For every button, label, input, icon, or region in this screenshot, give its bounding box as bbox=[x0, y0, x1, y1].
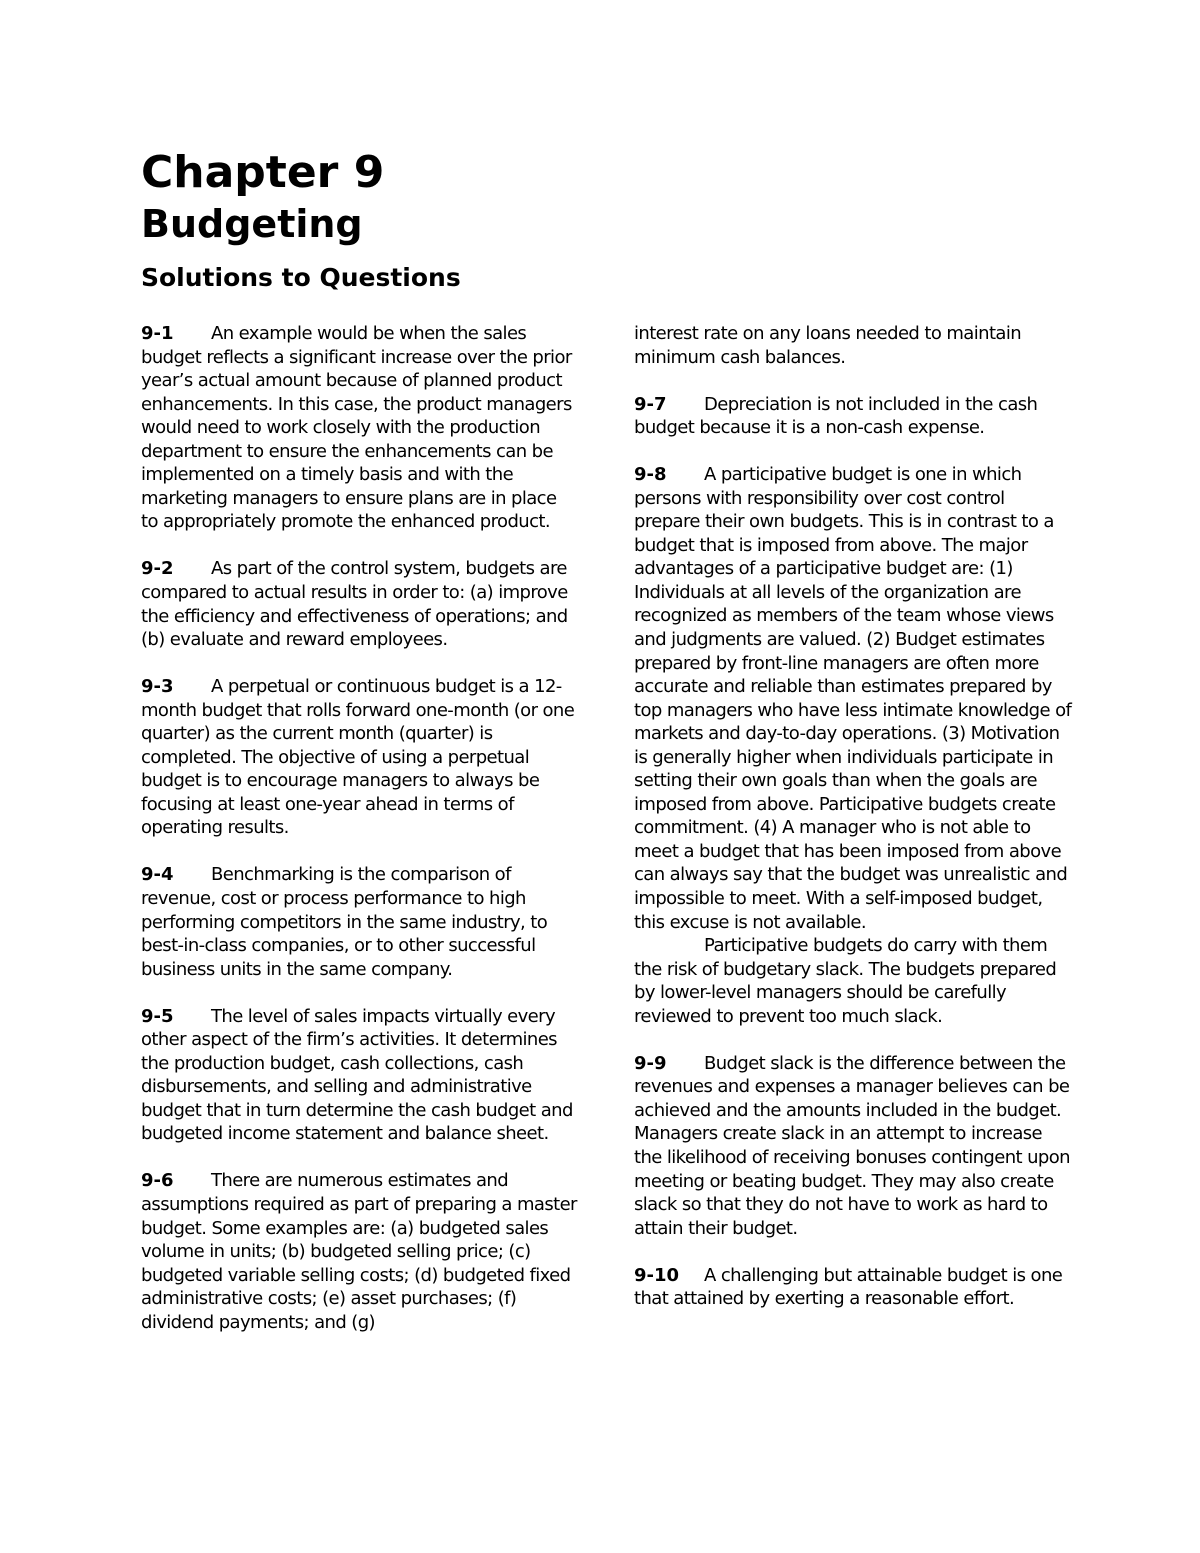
question-9-5 bbox=[141, 1005, 577, 1146]
question-text: A participative budget is one in which persons with responsibility over cost control prepare their own budgets. This is in contrast to a budget that is imposed from above. The major advantages of a participative budget are: (1) Individuals at all levels of the organization are recognized as members of the team whose views and judgments are valued. (2) Budget estimates prepared by front-line managers are often more accurate and reliable than estimates prepared by top managers who have less intimate knowledge of markets and day-to-day operations. (3) Motivation is generally higher when individuals participate in setting their own goals than when the goals are imposed from above. Participative budgets create commitment. (4) A manager who is not able to meet a budget that has been imposed from above can always say that the budget was unrealistic and impossible to meet. With a self-imposed budget, this excuse is not available. bbox=[634, 464, 1072, 933]
question-text: As part of the control system, budgets are compared to actual results in order to: (a) improve the efficiency and effectiveness of operations; and (b) evaluate and reward employees. bbox=[141, 558, 568, 651]
chapter-title: Chapter 9 bbox=[141, 147, 385, 198]
question-9-10 bbox=[634, 1264, 1074, 1311]
question-text: Budget slack is the difference between the revenues and expenses a manager believes can be achieved and the amounts included in the budget. Managers create slack in an attempt to increase the likelihood of receiving bonuses contingent upon meeting or beating budget. They may also create slack so that they do not have to work as hard to attain their budget. bbox=[634, 1052, 1070, 1239]
question-number: 9-1 bbox=[141, 323, 174, 344]
question-number: 9-3 bbox=[141, 676, 174, 698]
question-number: 9-5 bbox=[141, 1005, 174, 1027]
right-column bbox=[634, 322, 1074, 1311]
question-9-1 bbox=[141, 322, 577, 534]
question-9-7 bbox=[634, 393, 1074, 440]
question-9-6-continuation: interest rate on any loans needed to maintain minimum cash balances. bbox=[634, 323, 1022, 368]
question-number: 9-2 bbox=[141, 558, 174, 580]
question-text-second-paragraph: Participative budgets do carry with them the risk of budgetary slack. The budgets prepared by lower-level managers should be carefully reviewed to prevent too much slack. bbox=[634, 935, 1057, 1027]
question-9-2 bbox=[141, 557, 577, 651]
section-heading: Solutions to Questions bbox=[141, 263, 461, 292]
question-text: Depreciation is not included in the cash budget because it is a non-cash expense. bbox=[634, 393, 1038, 439]
question-number: 9-10 bbox=[634, 1264, 680, 1286]
question-9-3 bbox=[141, 675, 577, 840]
question-text: A perpetual or continuous budget is a 12-month budget that rolls forward one-month (or one quarter) as the current month (quarter) is completed. The objective of using a perpetual budget is to encourage managers to always be focusing at least one-year ahead in terms of operating results. bbox=[141, 676, 575, 839]
question-text: There are numerous estimates and assumptions required as part of preparing a master budget. Some examples are: (a) budgeted sales volume in units; (b) budgeted selling price; (c) budgeted variable selling costs; (d) budgeted fixed administrative costs; (e) asset purchases; (f) dividend payments; and (g) bbox=[141, 1170, 577, 1333]
question-9-8 bbox=[634, 463, 1074, 1028]
question-text: A challenging but attainable budget is one that attained by exerting a reasonable effort. bbox=[634, 1264, 1063, 1310]
question-9-9 bbox=[634, 1052, 1074, 1240]
question-number: 9-7 bbox=[634, 393, 667, 415]
chapter-topic: Budgeting bbox=[141, 202, 363, 246]
question-text: The level of sales impacts virtually every other aspect of the firm’s activities. It determines the production budget, cash collections, cash disbursements, and selling and administrative budget that in turn determine the cash budget and budgeted income statement and balance sheet. bbox=[141, 1005, 573, 1145]
question-paragraph bbox=[634, 463, 1074, 934]
question-number: 9-6 bbox=[141, 1170, 174, 1192]
question-number: 9-9 bbox=[634, 1052, 667, 1074]
question-9-6 bbox=[141, 1169, 577, 1334]
question-text: An example would be when the sales budget reflects a significant increase over the prior year’s actual amount because of planned product enhancements. In this case, the product managers would need to work closely with the production department to ensure the enhancements can be implemented on a timely basis and with the marketing managers to ensure plans are in place to appropriately promote the enhanced product. bbox=[141, 323, 572, 533]
question-text: Benchmarking is the comparison of revenue, cost or process performance to high performing competitors in the same industry, to best-in-class companies, or to other successful business units in the same company. bbox=[141, 864, 548, 980]
question-number: 9-4 bbox=[141, 864, 174, 886]
question-9-4 bbox=[141, 863, 577, 981]
left-column bbox=[141, 322, 577, 1358]
question-number: 9-8 bbox=[634, 464, 667, 486]
